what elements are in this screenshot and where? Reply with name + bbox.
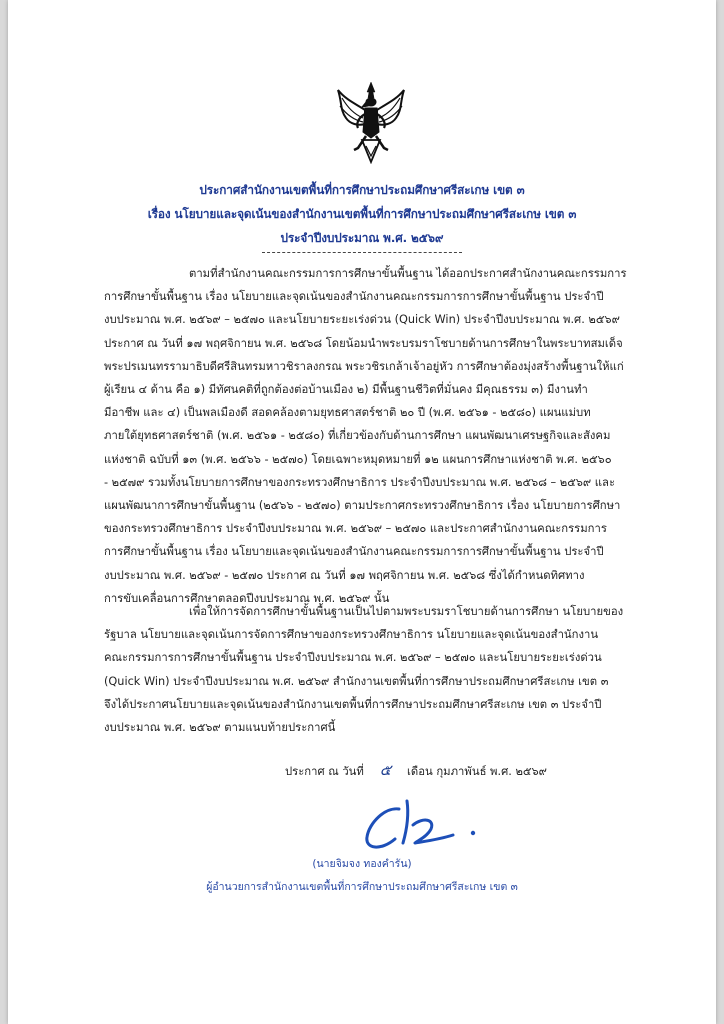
announcement-subject: เรื่อง นโยบายและจุดเน้นของสำนักงานเขตพื้นที่การศึกษาประถมศึกษาศรีสะเกษ เขต ๓ bbox=[147, 207, 577, 221]
signer-name: (นายจิมจง ทองคำรัน) bbox=[312, 858, 412, 870]
text-line: การศึกษาขั้นพื้นฐาน เรื่อง นโยบายและจุดเน้นของสำนักงานคณะกรรมการการศึกษาขั้นพื้นฐาน ประจำปี bbox=[104, 290, 604, 304]
text-line: ตามที่สำนักงานคณะกรรมการการศึกษาขั้นพื้นฐาน ได้ออกประกาศสำนักงานคณะกรรมการ bbox=[189, 267, 627, 280]
text-line: ประกาศ ณ วันที่ ๑๗ พฤศจิกายน พ.ศ. ๒๕๖๘ โดยน้อมนำพระบรมราโชบายด้านการศึกษาในพระบาทสมเด็จ bbox=[104, 336, 623, 350]
announcement-title: ประกาศสำนักงานเขตพื้นที่การศึกษาประถมศึกษาศรีสะเกษ เขต ๓ bbox=[199, 183, 525, 197]
signer-title: ผู้อำนวยการสำนักงานเขตพื้นที่การศึกษาประถมศึกษาศรีสะเกษ เขต ๓ bbox=[206, 881, 518, 893]
garuda-emblem-icon bbox=[336, 80, 406, 164]
text-line: การศึกษาขั้นพื้นฐาน เรื่อง นโยบายและจุดเน้นของสำนักงานคณะกรรมการการศึกษาขั้นพื้นฐาน ประจำปี bbox=[104, 545, 604, 559]
text-line: งบประมาณ พ.ศ. ๒๕๖๙ – ๒๕๗๐ และนโยบายระยะเร่งด่วน (Quick Win) ประจำปีงบประมาณ พ.ศ. ๒๕๖๙ bbox=[104, 313, 620, 327]
text-line: การขับเคลื่อนการศึกษาตลอดปีงบประมาณ พ.ศ. ๒๕๖๙ นั้น bbox=[104, 591, 390, 605]
text-line: เพื่อให้การจัดการศึกษาขั้นพื้นฐานเป็นไปตามพระบรมราโชบายด้านการศึกษา นโยบายของ bbox=[189, 605, 624, 618]
text-line: งบประมาณ พ.ศ. ๒๕๖๙ - ๒๕๗๐ ประกาศ ณ วันที่ ๑๗ พฤศจิกายน พ.ศ. ๒๕๖๘ ซึ่งได้กำหนดทิศทาง bbox=[104, 568, 585, 582]
text-line: รัฐบาล นโยบายและจุดเน้นการจัดการศึกษาของกระทรวงศึกษาธิการ นโยบายและจุดเน้นของสำนักงาน bbox=[104, 628, 599, 642]
signature-icon bbox=[355, 795, 495, 855]
text-line: (Quick Win) ประจำปีงบประมาณ พ.ศ. ๒๕๖๙ สำนักงานเขตพื้นที่การศึกษาประถมศึกษาศรีสะเกษ เขต ๓ bbox=[104, 674, 609, 688]
text-line: มีอาชีพ และ ๔) เป็นพลเมืองดี สอดคล้องตามยุทธศาสตร์ชาติ ๒๐ ปี (พ.ศ. ๒๕๖๑ - ๒๕๘๐) แผนแม่บท bbox=[104, 406, 591, 420]
text-line: จึงได้ประกาศนโยบายและจุดเน้นของสำนักงานเขตพื้นที่การศึกษาประถมศึกษาศรีสะเกษ เขต ๓ ประจำปี bbox=[104, 697, 602, 711]
text-line: คณะกรรมการการศึกษาขั้นพื้นฐาน ประจำปีงบประมาณ พ.ศ. ๒๕๖๙ – ๒๕๗๐ และนโยบายระยะเร่งด่วน bbox=[104, 651, 602, 665]
text-line: พระปรเมนทรรามาธิบดีศรีสินทรมหาวชิราลงกรณ พระวชิรเกล้าเจ้าอยู่หัว การศึกษาต้องมุ่งสร้างพื้นฐานให้แก่ bbox=[104, 359, 624, 373]
paragraph-1 bbox=[104, 262, 644, 610]
text-line: ผู้เรียน ๔ ด้าน คือ ๑) มีทัศนคติที่ถูกต้องต่อบ้านเมือง ๒) มีพื้นฐานชีวิตที่มั่นคง มีคุณธรรม ๓) มีงานทำ bbox=[104, 383, 588, 397]
date-day-handwritten: ๕ bbox=[379, 761, 392, 779]
text-line: ภายใต้ยุทธศาสตร์ชาติ (พ.ศ. ๒๕๖๑ - ๒๕๘๐) ที่เกี่ยวข้องกับด้านการศึกษา แผนพัฒนาเศรษฐกิจและสังคม bbox=[104, 429, 611, 443]
announcement-fiscal-year: ประจำปีงบประมาณ พ.ศ. ๒๕๖๙ bbox=[280, 231, 444, 245]
text-line: แผนพัฒนาการศึกษาขั้นพื้นฐาน (๒๕๖๖ - ๒๕๗๐) ตามประกาศกระทรวงศึกษาธิการ เรื่อง นโยบายการศึกษา bbox=[104, 499, 621, 513]
header-separator bbox=[262, 252, 462, 253]
date-prefix: ประกาศ ณ วันที่ bbox=[285, 765, 364, 778]
announcement-date bbox=[285, 758, 547, 782]
date-suffix: เดือน กุมภาพันธ์ พ.ศ. ๒๕๖๙ bbox=[407, 765, 547, 778]
text-line: - ๒๕๗๙ รวมทั้งนโยบายการศึกษาของกระทรวงศึกษาธิการ ประจำปีงบประมาณ พ.ศ. ๒๕๖๘ – ๒๕๖๙ และ bbox=[104, 475, 616, 489]
paragraph-2 bbox=[104, 600, 644, 739]
text-line: ของกระทรวงศึกษาธิการ ประจำปีงบประมาณ พ.ศ. ๒๕๖๙ – ๒๕๗๐ และประกาศสำนักงานคณะกรรมการ bbox=[104, 522, 607, 536]
text-line: แห่งชาติ ฉบับที่ ๑๓ (พ.ศ. ๒๕๖๖ - ๒๕๗๐) โดยเฉพาะหมุดหมายที่ ๑๒ แผนการศึกษาแห่งชาติ พ.ศ. ๒๕๖๐ bbox=[104, 452, 612, 466]
text-line: งบประมาณ พ.ศ. ๒๕๖๙ ตามแนบท้ายประกาศนี้ bbox=[104, 721, 336, 735]
